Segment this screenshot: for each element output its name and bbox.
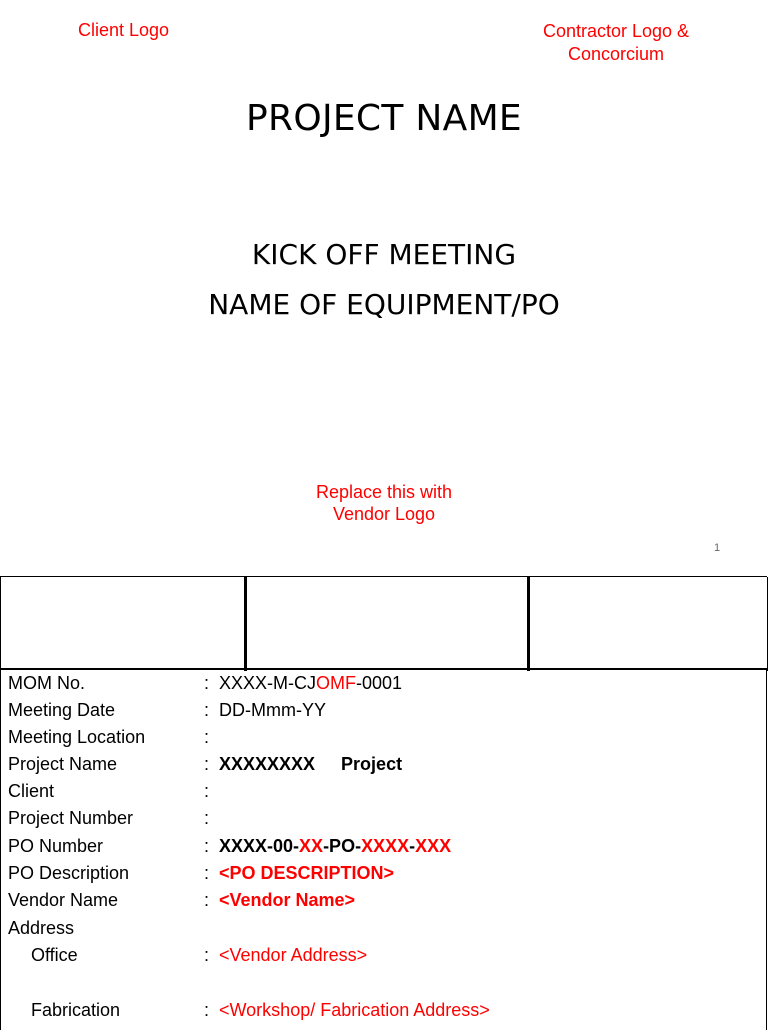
row-fabrication — [1, 997, 767, 1024]
mom-no-value — [219, 670, 402, 697]
address-label: Address — [8, 918, 75, 938]
meeting-title: KICK OFF MEETING — [251, 238, 517, 271]
row-meeting-date — [1, 697, 767, 724]
header-cell-middle — [247, 577, 530, 671]
po-description-value: <PO DESCRIPTION> — [219, 863, 395, 883]
vendor-logo-line1: Replace this with — [315, 482, 453, 502]
colon: : — [204, 754, 210, 774]
colon: : — [204, 863, 210, 883]
contractor-logo-line1: Contractor Logo & — [542, 21, 690, 41]
vendor-name-label: Vendor Name — [8, 890, 119, 910]
fabrication-label: Fabrication — [31, 1000, 121, 1020]
po-description-label: PO Description — [8, 863, 130, 883]
meeting-date-label: Meeting Date — [8, 700, 116, 720]
row-office — [1, 942, 767, 969]
row-project-number — [1, 805, 767, 832]
mom-no-label: MOM No. — [8, 673, 86, 693]
header-cell-left — [1, 577, 247, 671]
office-address-value: <Vendor Address> — [219, 945, 368, 965]
colon: : — [204, 890, 210, 910]
project-name-word: Project — [341, 754, 403, 774]
project-title: PROJECT NAME — [246, 98, 522, 139]
row-project-name — [1, 751, 767, 778]
contractor-logo-line2: Concorcium — [567, 44, 665, 64]
client-logo-placeholder: Client Logo — [78, 20, 170, 40]
equipment-title: NAME OF EQUIPMENT/PO — [208, 288, 560, 321]
row-po-number — [1, 833, 767, 860]
contractor-logo-placeholder — [520, 20, 712, 66]
po-number-part4: XXXX — [361, 836, 410, 856]
row-vendor-name — [1, 887, 767, 914]
row-address — [1, 915, 767, 942]
project-number-label: Project Number — [8, 808, 134, 828]
po-number-part1: XXXX-00- — [219, 836, 300, 856]
header-table — [0, 576, 767, 670]
po-number-part3: -PO- — [323, 836, 362, 856]
vendor-name-value: <Vendor Name> — [219, 890, 356, 910]
header-cell-right — [530, 577, 768, 671]
office-label: Office — [31, 945, 78, 965]
colon: : — [204, 781, 210, 801]
vendor-logo-line2: Vendor Logo — [332, 504, 436, 524]
client-label: Client — [8, 781, 55, 801]
po-number-value — [219, 833, 451, 860]
minutes-slide — [0, 576, 768, 1024]
row-po-description — [1, 860, 767, 887]
mom-no-code: OMF — [316, 673, 357, 693]
row-client — [1, 778, 767, 805]
colon: : — [204, 673, 210, 693]
po-number-part5: - — [409, 836, 416, 856]
mom-no-suffix: -0001 — [356, 673, 403, 693]
page-number: 1 — [714, 542, 721, 554]
colon: : — [204, 727, 210, 747]
colon: : — [204, 808, 210, 828]
project-name-label: Project Name — [8, 754, 118, 774]
fabrication-address-value: <Workshop/ Fabrication Address> — [219, 1000, 490, 1020]
po-number-label: PO Number — [8, 836, 104, 856]
colon: : — [204, 945, 210, 965]
meeting-date-value: DD-Mmm-YY — [219, 700, 326, 720]
colon: : — [204, 1000, 210, 1020]
row-meeting-location — [1, 724, 767, 751]
project-name-value — [219, 751, 402, 778]
project-name-code: XXXXXXXX — [219, 754, 316, 774]
meeting-location-label: Meeting Location — [8, 727, 146, 747]
po-number-part6: XXX — [415, 836, 452, 856]
colon: : — [204, 700, 210, 720]
mom-no-prefix: XXXX-M-CJ — [219, 673, 317, 693]
meeting-details-form — [0, 670, 767, 1030]
row-mom-no — [1, 670, 767, 697]
colon: : — [204, 836, 210, 856]
po-number-part2: XX — [299, 836, 324, 856]
vendor-logo-placeholder — [284, 481, 484, 525]
